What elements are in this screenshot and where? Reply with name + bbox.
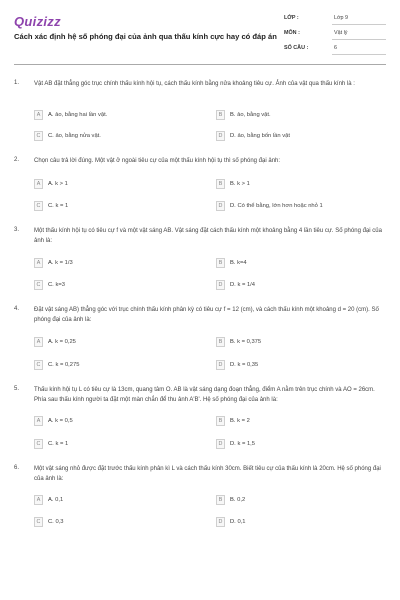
option-letter: C. <box>48 132 54 139</box>
question-text: Chọn câu trả lời đúng. Một vật ở ngoài tiêu cự của một thấu kính hội tụ thì số phóng đại ảnh: <box>34 158 281 164</box>
option-text: ảo, bằng nửa vật. <box>55 132 101 139</box>
page-title: Cách xác định hệ số phóng đại của ảnh qua thấu kính cực hay có đáp án <box>14 32 277 41</box>
option-letter-box: B <box>216 416 225 426</box>
option-letter-box: A <box>34 110 43 120</box>
option-letter: B. <box>230 111 236 118</box>
option-b[interactable] <box>216 258 366 268</box>
option-letter-box: B <box>216 495 225 505</box>
option-letter: A. <box>48 180 54 187</box>
option-letter-box: A <box>34 495 43 505</box>
option-text: k > 1 <box>237 180 250 187</box>
option-text: k > 1 <box>55 180 68 187</box>
option-text: ảo, bằng vật. <box>237 111 271 118</box>
option-a[interactable] <box>34 258 184 268</box>
option-letter: D. <box>230 361 236 368</box>
option-letter-box: C <box>34 131 43 141</box>
option-letter-box: B <box>216 179 225 189</box>
option-letter-box: B <box>216 258 225 268</box>
option-text: ảo, bằng bốn lần vật <box>237 132 290 139</box>
option-b[interactable] <box>216 337 366 347</box>
option-letter-box: A <box>34 337 43 347</box>
question-text: Thấu kính hội tụ L có tiêu cự là 13cm, quang tâm O. AB là vật sáng dạng đoạn thẳng, điểm A nằm trên trục chính và AO = 26cm. Phía sau thấu kính người ta đặt một màn chắn để thu ảnh A'B'. Hệ số phóng đại của ảnh là: <box>34 387 375 403</box>
option-letter: B. <box>230 338 236 345</box>
option-letter: C. <box>48 202 54 209</box>
option-text: k = 1/4 <box>237 281 256 288</box>
option-letter-box: B <box>216 337 225 347</box>
option-a[interactable] <box>34 179 184 189</box>
question-number: 1. <box>14 80 20 86</box>
option-text: k = 1 <box>55 440 69 447</box>
question-number: 2. <box>14 157 20 163</box>
question-number: 3. <box>14 227 20 233</box>
option-text: k = 0,375 <box>237 338 262 345</box>
option-c[interactable] <box>34 360 184 370</box>
option-letter-box: A <box>34 258 43 268</box>
option-text: 0,1 <box>237 518 246 525</box>
option-text: k=4 <box>237 259 247 266</box>
option-d[interactable] <box>216 360 366 370</box>
option-letter-box: D <box>216 439 225 449</box>
option-letter: B. <box>230 496 236 503</box>
option-letter: A. <box>48 111 54 118</box>
option-letter: D. <box>230 518 236 525</box>
option-d[interactable] <box>216 280 366 290</box>
option-d[interactable] <box>216 131 366 141</box>
option-letter-box: C <box>34 280 43 290</box>
option-letter: A. <box>48 259 54 266</box>
option-letter: A. <box>48 417 54 424</box>
option-text: k = 0,5 <box>55 417 73 424</box>
option-letter-box: D <box>216 360 225 370</box>
option-text: k=3 <box>55 281 65 288</box>
meta-value: 6 <box>334 45 337 51</box>
option-letter-box: A <box>34 416 43 426</box>
option-text: 0,2 <box>237 496 246 503</box>
option-text: k = 2 <box>237 417 250 424</box>
option-letter: A. <box>48 496 54 503</box>
option-letter: B. <box>230 180 236 187</box>
question-number: 6. <box>14 465 20 471</box>
option-c[interactable] <box>34 517 184 527</box>
option-c[interactable] <box>34 201 184 211</box>
option-text: 0,3 <box>55 518 64 525</box>
meta-row-class <box>276 12 386 26</box>
option-d[interactable] <box>216 517 366 527</box>
question-number: 4. <box>14 306 20 312</box>
quizizz-logo[interactable]: Quizizz <box>14 14 61 29</box>
question-text: Vật AB đặt thẳng góc trục chính thấu kính hội tụ, cách thấu kính bằng nửa khoảng tiêu cự. Ảnh của vật qua thấu kính là : <box>34 81 355 87</box>
option-text: k = 0,35 <box>237 361 259 368</box>
option-letter: C. <box>48 281 54 288</box>
question-text: Đặt vật sáng AB) thẳng góc với trục chính thấu kính phân kỳ có tiêu cự f = 12 (cm), và cách thấu kính một khoảng d = 20 (cm). Số phóng đại của ảnh là: <box>34 307 379 323</box>
meta-row-count <box>276 42 386 56</box>
meta-label: SỐ CÂU : <box>284 45 309 51</box>
option-d[interactable] <box>216 439 366 449</box>
option-b[interactable] <box>216 179 366 189</box>
question-text: Một thấu kính hội tụ có tiêu cự f và một vật sáng AB. Vật sáng đặt cách thấu kính một khoảng bằng 4 lần tiêu cự. Số phóng đại của ảnh là: <box>34 228 382 244</box>
option-letter: C. <box>48 361 54 368</box>
option-letter: D. <box>230 281 236 288</box>
option-letter-box: D <box>216 517 225 527</box>
option-b[interactable] <box>216 495 366 505</box>
question-text: Một vật sáng nhỏ được đặt trước thấu kính phân kì L và cách thấu kính 30cm. Biết tiêu cự của thấu kính là 20cm. Hệ số phóng đại của ảnh là: <box>34 466 381 482</box>
option-text: k = 1,5 <box>237 440 256 447</box>
option-c[interactable] <box>34 131 184 141</box>
meta-label: LỚP : <box>284 15 299 21</box>
option-b[interactable] <box>216 110 366 120</box>
option-letter-box: B <box>216 110 225 120</box>
option-letter-box: C <box>34 360 43 370</box>
option-text: k = 0,275 <box>55 361 80 368</box>
option-text: 0,1 <box>55 496 64 503</box>
option-a[interactable] <box>34 110 184 120</box>
option-c[interactable] <box>34 280 184 290</box>
question-number: 5. <box>14 386 20 392</box>
option-letter: C. <box>48 440 54 447</box>
option-text: ảo, bằng hai lần vật. <box>55 111 108 118</box>
meta-label: MÔN : <box>284 30 300 36</box>
option-letter-box: D <box>216 280 225 290</box>
option-letter: D. <box>230 202 236 209</box>
meta-underline <box>332 39 386 40</box>
option-d[interactable] <box>216 201 366 211</box>
option-letter: D. <box>230 440 236 447</box>
meta-row-subject <box>276 27 386 41</box>
meta-underline <box>332 24 386 25</box>
option-letter-box: A <box>34 179 43 189</box>
option-letter-box: C <box>34 439 43 449</box>
option-letter-box: D <box>216 131 225 141</box>
option-c[interactable] <box>34 439 184 449</box>
worksheet-header <box>14 12 388 60</box>
option-letter: B. <box>230 417 236 424</box>
option-text: k = 1/3 <box>55 259 73 266</box>
option-letter: A. <box>48 338 54 345</box>
option-text: k = 1 <box>55 202 69 209</box>
meta-value: Lớp 9 <box>334 15 349 21</box>
option-letter: C. <box>48 518 54 525</box>
option-letter-box: C <box>34 201 43 211</box>
option-a[interactable] <box>34 416 184 426</box>
option-letter-box: C <box>34 517 43 527</box>
option-text: k = 0,25 <box>55 338 76 345</box>
option-letter: B. <box>230 259 236 266</box>
option-a[interactable] <box>34 337 184 347</box>
option-letter: D. <box>230 132 236 139</box>
meta-value: Vật lý <box>334 30 348 36</box>
option-b[interactable] <box>216 416 366 426</box>
option-text: Có thể bằng, lớn hơn hoặc nhỏ 1 <box>237 202 323 209</box>
option-letter-box: D <box>216 201 225 211</box>
option-a[interactable] <box>34 495 184 505</box>
meta-underline <box>332 54 386 55</box>
header-divider <box>14 64 386 65</box>
